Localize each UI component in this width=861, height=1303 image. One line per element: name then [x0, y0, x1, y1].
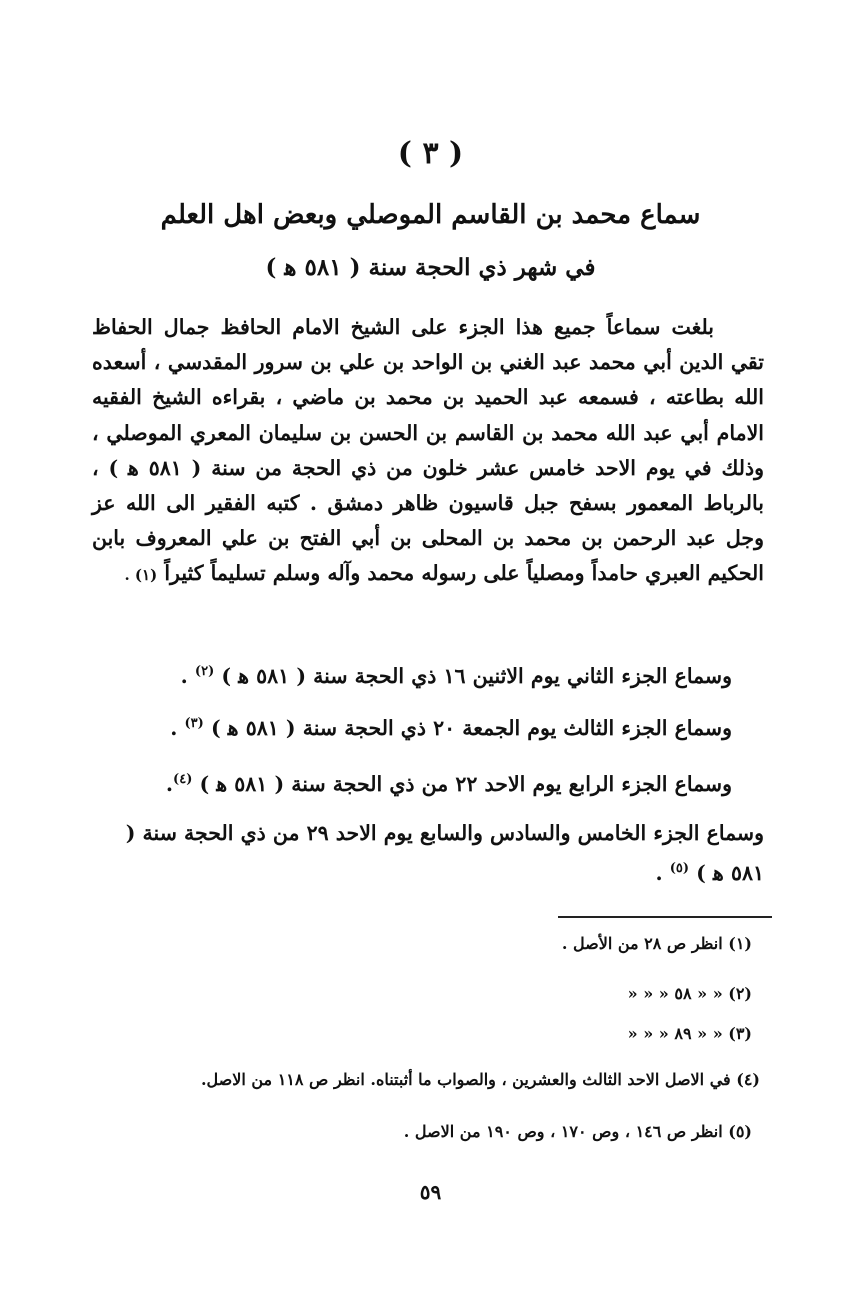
- listening-text: وسماع الجزء الثالث يوم الجمعة ٢٠ ذي الحجة سنة ( ٥٨١ ﻫ ): [210, 715, 732, 740]
- footnote-ref: (٣): [184, 716, 204, 731]
- main-paragraph: [92, 310, 764, 594]
- listening-text: وسماع الجزء الرابع يوم الاحد ٢٢ من ذي الحجة سنة ( ٥٨١ ﻫ ): [199, 771, 732, 796]
- footnote-3: (٣) « « ٨٩ « « «: [627, 1024, 752, 1043]
- section-title: سماع محمد بن القاسم الموصلي وبعض اهل العلم: [160, 200, 701, 230]
- footnote-4: (٤) في الاصل الاحد الثالث والعشرين ، والصواب ما أثبتناه. انظر ص ١١٨ من الاصل.: [200, 1070, 760, 1089]
- section-subtitle: في شهر ذي الحجة سنة ( ٥٨١ ﻫ ): [265, 254, 596, 281]
- footnote-ref: (٥): [669, 861, 690, 876]
- footnote-divider: [558, 916, 772, 918]
- listening-entry: [92, 654, 732, 694]
- main-paragraph-text: بلغت سماعاً جميع هذا الجزء على الشيخ الامام الحافظ جمال الحفاظ تقي الدين أبي محمد عبد الغني بن الواحد بن علي بن سرور المقدسي ، أسعده الله بطاعته ، فسمعه عبد الحميد بن محمد بن ماضي ، بقراءه الشيخ الفقيه الامام أبي عبد الله محمد بن القاسم بن الحسن بن سليمان المعري الموصلي ، وذلك في يوم الاحد خامس عشر خلون من ذي الحجة من سنة ( ٥٨١ ﻫ ) ، بالرباط المعمور بسفح جبل قاسيون ظاهر دمشق . كتبه الفقير الى الله عز وجل عبد الرحمن بن محمد بن المحلى بن أبي الفتح بن علي المعروف بابن الحكيم العبري حامداً ومصلياً على رسوله محمد وآله وسلم تسليماً كثيراً: [92, 315, 764, 586]
- listening-text: وسماع الجزء الثاني يوم الاثنين ١٦ ذي الحجة سنة ( ٥٨١ ﻫ ): [221, 663, 732, 688]
- footnote-ref: (٤): [173, 772, 193, 787]
- listening-end: .: [655, 860, 670, 885]
- listening-entry: [92, 816, 764, 891]
- listening-end: .: [165, 771, 174, 796]
- listening-end: .: [170, 715, 185, 740]
- section-number: ( ٣ ): [397, 136, 464, 171]
- main-paragraph-note: (١) .: [124, 566, 158, 585]
- listening-end: .: [180, 663, 195, 688]
- page-number: ٥٩: [419, 1180, 442, 1204]
- listening-text: وسماع الجزء الخامس والسادس والسابع يوم الاحد ٢٩ من ذي الحجة سنة ( ٥٨١ ﻫ ): [125, 821, 764, 885]
- footnote-ref: (٢): [194, 664, 215, 679]
- footnote-2: (٢) « « ٥٨ « « «: [627, 984, 752, 1003]
- footnote-5: (٥) انظر ص ١٤٦ ، وص ١٧٠ ، وص ١٩٠ من الاصل .: [403, 1122, 752, 1141]
- footnote-1: (١) انظر ص ٢٨ من الأصل .: [561, 934, 752, 953]
- listening-entry: [92, 762, 732, 802]
- main-paragraph-block: [92, 310, 764, 594]
- listening-entry: [92, 706, 732, 746]
